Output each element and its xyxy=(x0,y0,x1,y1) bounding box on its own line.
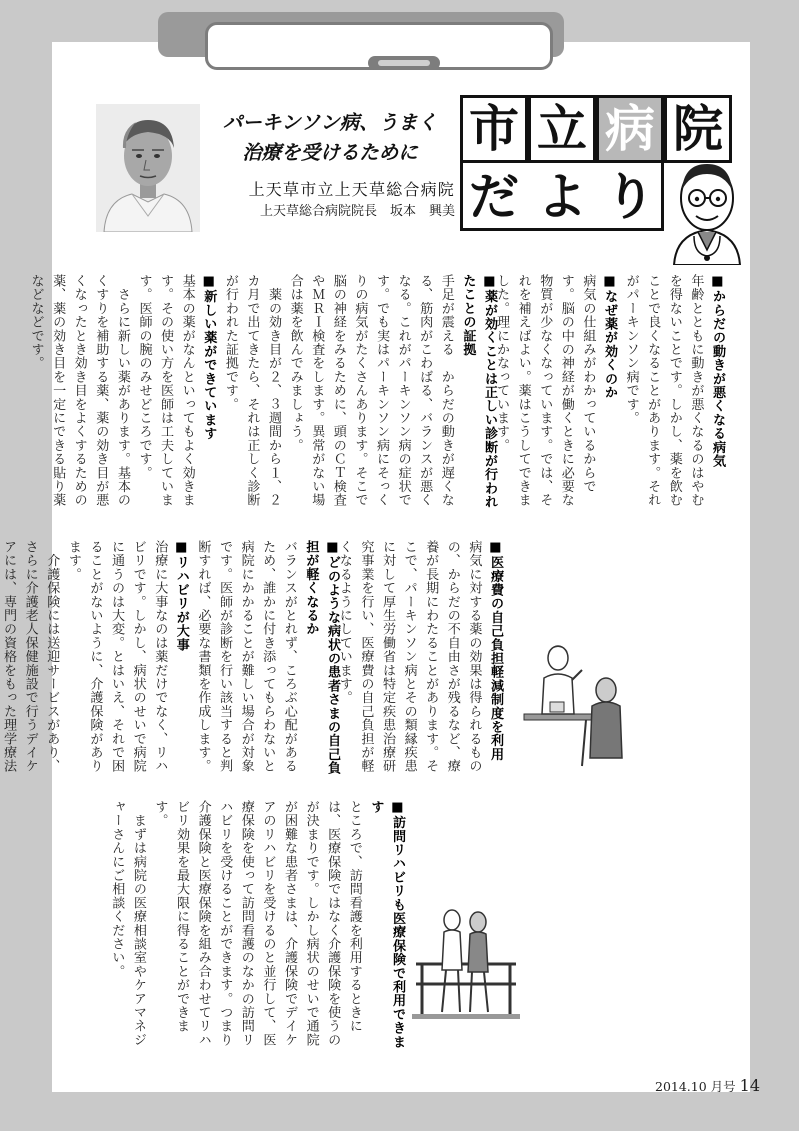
section-s5 xyxy=(336,540,506,778)
article-headline xyxy=(205,108,455,168)
author-affiliation xyxy=(210,178,455,222)
doctor-cartoon-illustration xyxy=(664,150,750,265)
s4-body: 基本の薬がなんといってもよく効きます。その使い方を医師は工夫しています。医師の腕のみせどころです。 さらに新しい薬があります。基本のくすりを補助する薬、薬の効き目が悪くなったとき効き目をよくするための薬、薬の効き目を一定にできる貼り薬などなどです。 xyxy=(28,274,195,507)
page-footer xyxy=(655,1076,760,1095)
clipboard-hole-inner xyxy=(378,60,430,66)
title-char-yo: よ xyxy=(537,168,587,226)
section-s1 xyxy=(494,274,728,512)
section-s7-cont xyxy=(520,800,730,1050)
page-number: 14 xyxy=(739,1076,761,1095)
s2-heading: ■なぜ薬が効くのか xyxy=(602,274,618,400)
s7-heading: ■リハビリが大事 xyxy=(173,540,189,652)
title-char-ichi: 市 xyxy=(460,95,528,163)
title-frame xyxy=(460,163,664,231)
title-char-ritsu: 立 xyxy=(528,95,596,163)
hospital-name: 上天草市立上天草総合病院 xyxy=(248,180,455,199)
section-s6-s7 xyxy=(1,540,343,778)
headline-line-1: パーキンソン病、うまく xyxy=(222,111,438,134)
headline-line-2: 治療を受けるために xyxy=(242,141,418,164)
s7-body: 治療に大事なのは薬だけでなく、リハビリです。しかし、病状のせいで病院に通うのは大変。とはいえ、それで困ることがないように、介護保険があります。 介護保険には送迎サービスがあり、さらに介護老人保健施設で行うデイケアには、専門の資格をもった理学療法 xyxy=(1,540,168,773)
s4-heading: ■新しい薬ができています xyxy=(201,274,217,441)
issue-date: 2014.10 月号 xyxy=(655,1079,736,1094)
s3-heading: ■薬が効くことは正しい診断が行われたことの証拠 xyxy=(460,274,497,509)
s6-heading: ■どのような病状の患者さまの自己負担が軽くなるか xyxy=(303,540,340,775)
s2-body: 病気の仕組みがわかっているからです。脳の中の神経が働くときに必要な物質が少なくなっています。では、それを補えばよい。薬はこうしてできました。理にかなっています。 xyxy=(494,274,596,507)
author-position: 上天草総合病院院長 坂本 興美 xyxy=(259,204,455,219)
title-char-byo: 病 xyxy=(596,95,664,163)
s6-body: バランスがとれず、ころぶ心配があるため、誰かに付き添ってもらわないと病院にかかることが難しい場合が対象です。医師が診断を行い該当すると判断すれば、必要な書類を作成します。 xyxy=(195,540,297,773)
clinic-consultation-illustration xyxy=(520,640,630,770)
title-char-da: だ xyxy=(469,168,519,226)
s8-body: ところで、訪問看護を利用するときには、医療保険ではなく介護保険を使うのが決まりです。しかし病状のせいで通院が困難な患者さまは、介護保険でデイケアのリハビリを受けるのと並行して、医療保険を使って訪問看護のなかの訪問リハビリを受けることができます。つまり介護保険と医療保険を組み合わせてリハビリ効果を最大限に得ることができます。 まずは病院の医療相談室やケアマネジャーさんにご相談ください。 xyxy=(109,800,362,1047)
s1-heading: ■からだの動きが悪くなる病気 xyxy=(710,274,725,468)
s3-body: 手足が震える からだの動きが遅くなる、筋肉がこわばる、バランスが悪くなる。これがパーキンソン病の症状です。でも実はパーキンソン病にそっくりの病気がたくさんあります。そこで脳の神経をみるために、頭のＣＴ検査やＭＲＩ検査をします。異常がない場合は薬を飲んでみましょう。 薬の効き目が２、３週間から１、２カ月で出てきたら、それは正しく診断が行われた証拠です。 xyxy=(222,274,454,507)
rehabilitation-illustration xyxy=(412,900,520,1020)
title-char-ri: り xyxy=(605,168,655,226)
section-s8 xyxy=(109,800,408,1050)
title-char-in: 院 xyxy=(664,95,732,163)
author-photo xyxy=(96,104,200,232)
s1-body: 年齢とともに動きが悪くなるのはやむを得ないことです。しかし、薬を飲むことで良くなることがあります。それがパーキンソン病です。 xyxy=(623,274,704,507)
s5-body: 病気に対する薬の効果は得られるものの、からだの不自由さが残るなど、療養が長期にわたることがあります。そこで、パーキンソン病とその類縁疾患に対して厚生労働省は特定疾患治療研究事業を行い、医療費の自己負担が軽くなるようにしています。 xyxy=(336,540,482,773)
s8-heading: ■訪問リハビリも医療保険で利用できます xyxy=(368,800,405,1049)
s5-heading: ■医療費の自己負担軽減制度を利用 xyxy=(488,540,503,762)
section-s3-s4 xyxy=(28,274,500,512)
